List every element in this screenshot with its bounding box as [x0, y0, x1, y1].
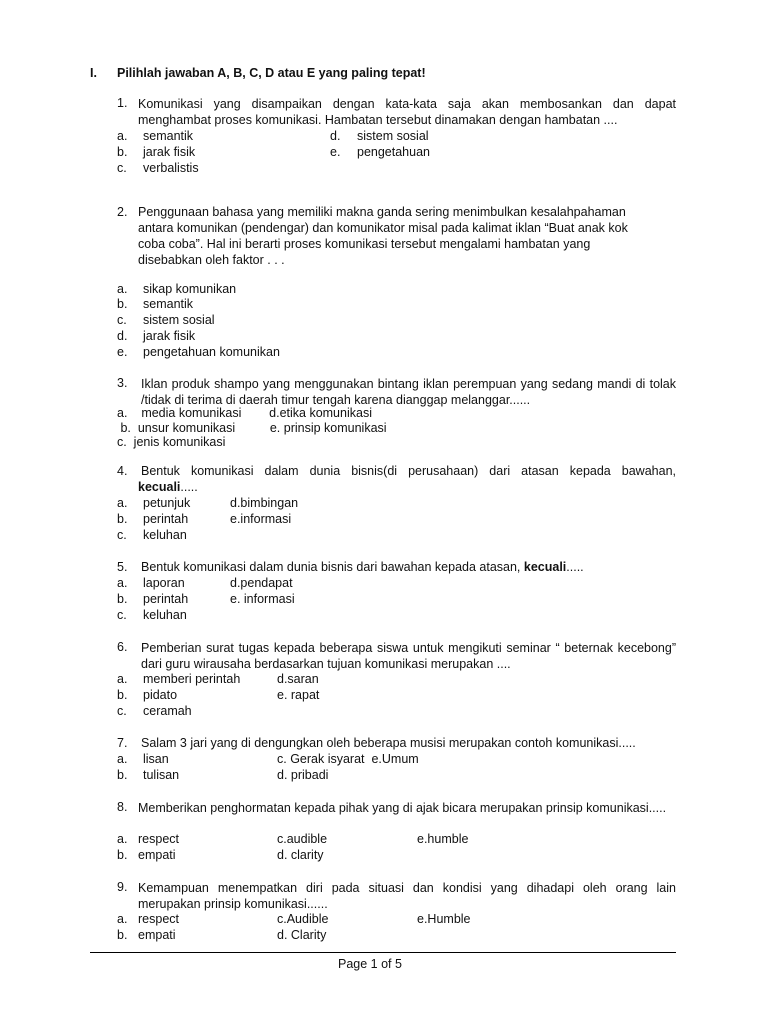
question-text: Kemampuan menempatkan diri pada situasi dan kondisi yang dihadapi oleh orang lain merupakan prinsip komunikasi......: [138, 881, 676, 911]
option-e: pengetahuan komunikan: [143, 345, 280, 359]
option-b: pidato: [143, 688, 178, 702]
option-c-and-e: c. Gerak isyarat e.Umum: [277, 752, 419, 766]
option-d: d. clarity: [277, 848, 324, 862]
option-c: c.Audible: [277, 912, 329, 926]
option-letter-c: c.: [117, 313, 127, 327]
question-number: 1.: [117, 96, 128, 110]
option-d: d.pendapat: [230, 576, 293, 590]
option-e: e.Humble: [417, 912, 471, 926]
option-e: e.informasi: [230, 512, 292, 526]
option-a: laporan: [143, 576, 185, 590]
option-letter-a: a.: [117, 672, 128, 686]
question-text: Memberikan penghormatan kepada pihak yang di ajak bicara merupakan prinsip komunikasi.....: [138, 801, 667, 815]
option-letter-b: b.: [117, 512, 128, 526]
question-number: 3.: [117, 376, 128, 390]
option-letter-b: b.: [117, 848, 128, 862]
page-number: Page 1 of 5: [338, 957, 402, 971]
option-letter-b: b.: [117, 688, 128, 702]
option-c: sistem sosial: [143, 313, 215, 327]
footer-divider: [90, 952, 676, 953]
option-letter-b: b.: [117, 768, 128, 782]
option-letter-c: c.: [117, 704, 127, 718]
question-number: 9.: [117, 880, 128, 894]
question-number: 5.: [117, 560, 128, 574]
option-a: respect: [138, 912, 179, 926]
option-line-1: a. media komunikasi d.etika komunikasi: [117, 406, 372, 420]
question-text: Iklan produk shampo yang menggunakan bintang iklan perempuan yang sedang mandi di tolak /tidak di terima di daerah timur tengah karena dianggap melanggar......: [141, 377, 676, 407]
option-c: ceramah: [143, 704, 192, 718]
option-letter-d: d.: [117, 329, 128, 343]
option-d: d.bimbingan: [230, 496, 299, 510]
option-letter-b: b.: [117, 297, 128, 311]
option-e: pengetahuan: [357, 145, 430, 159]
option-letter-b: b.: [117, 928, 128, 942]
section-number: I.: [90, 66, 97, 80]
option-letter-a: a.: [117, 912, 128, 926]
question-text-line-3: coba coba”. Hal ini berarti proses komunikasi tersebut mengalami hambatan yang: [138, 237, 591, 251]
option-line-3: c. jenis komunikasi: [117, 435, 226, 449]
question-number: 8.: [117, 800, 128, 814]
option-a: lisan: [143, 752, 169, 766]
option-letter-c: c.: [117, 528, 127, 542]
option-a: respect: [138, 832, 179, 846]
option-a: semantik: [143, 129, 194, 143]
option-e: e. informasi: [230, 592, 295, 606]
question-text: Salam 3 jari yang di dengungkan oleh beberapa musisi merupakan contoh komunikasi.....: [141, 736, 636, 750]
question-number: 2.: [117, 205, 128, 219]
option-e: e.humble: [417, 832, 469, 846]
option-letter-b: b.: [117, 145, 128, 159]
option-c: keluhan: [143, 608, 187, 622]
question-text: Bentuk komunikasi dalam dunia bisnis dari bawahan kepada atasan,: [141, 560, 524, 574]
question-text-line-4: disebabkan oleh faktor . . .: [138, 253, 285, 267]
option-b: perintah: [143, 592, 189, 606]
option-a: sikap komunikan: [143, 282, 237, 296]
option-letter-e: e.: [117, 345, 128, 359]
option-c: keluhan: [143, 528, 187, 542]
option-a: memberi perintah: [143, 672, 241, 686]
option-letter-c: c.: [117, 608, 127, 622]
question-text-line-1: Penggunaan bahasa yang memiliki makna ganda sering menimbulkan kesalahpahaman: [138, 205, 626, 219]
question-ellipsis: .....: [566, 560, 584, 574]
option-letter-a: a.: [117, 832, 128, 846]
option-a: petunjuk: [143, 496, 191, 510]
option-c: verbalistis: [143, 161, 199, 175]
option-b: perintah: [143, 512, 189, 526]
option-b: empati: [138, 848, 176, 862]
option-letter-a: a.: [117, 496, 128, 510]
option-letter-d: d.: [330, 129, 341, 143]
option-line-2: b. unsur komunikasi e. prinsip komunikasi: [117, 421, 387, 435]
question-text-line-2: antara komunikan (pendengar) dan komunikator misal pada kalimat iklan “Buat anak kok: [138, 221, 628, 235]
section-instruction: Pilihlah jawaban A, B, C, D atau E yang paling tepat!: [117, 66, 426, 80]
exception-keyword: kecuali: [138, 480, 181, 494]
option-b: tulisan: [143, 768, 180, 782]
question-text: Bentuk komunikasi dalam dunia bisnis(di perusahaan) dari atasan kepada bawahan,: [141, 464, 676, 478]
exception-keyword: kecuali: [523, 560, 567, 574]
question-text: Komunikasi yang disampaikan dengan kata-kata saja akan membosankan dan dapat menghambat proses komunikasi. Hambatan tersebut dinamakan dengan hambatan ....: [138, 97, 676, 127]
option-b: semantik: [143, 297, 194, 311]
option-letter-a: a.: [117, 752, 128, 766]
question-number: 7.: [117, 736, 128, 750]
question-text: Pemberian surat tugas kepada beberapa siswa untuk mengikuti seminar “ beternak kecebong” dari guru wirausaha berdasarkan tujuan komunikasi merupakan ....: [141, 641, 676, 671]
option-letter-c: c.: [117, 161, 127, 175]
option-d: d. Clarity: [277, 928, 327, 942]
option-d: jarak fisik: [143, 329, 196, 343]
question-number: 4.: [117, 464, 128, 478]
option-b: jarak fisik: [143, 145, 196, 159]
option-letter-e: e.: [330, 145, 341, 159]
option-letter-a: a.: [117, 576, 128, 590]
option-e: e. rapat: [277, 688, 320, 702]
option-letter-a: a.: [117, 129, 128, 143]
question-number: 6.: [117, 640, 128, 654]
option-b: empati: [138, 928, 176, 942]
option-d: d. pribadi: [277, 768, 329, 782]
question-ellipsis: .....: [180, 480, 198, 494]
option-d: sistem sosial: [357, 129, 429, 143]
option-letter-b: b.: [117, 592, 128, 606]
option-d: d.saran: [277, 672, 319, 686]
option-letter-a: a.: [117, 282, 128, 296]
option-c: c.audible: [277, 832, 328, 846]
